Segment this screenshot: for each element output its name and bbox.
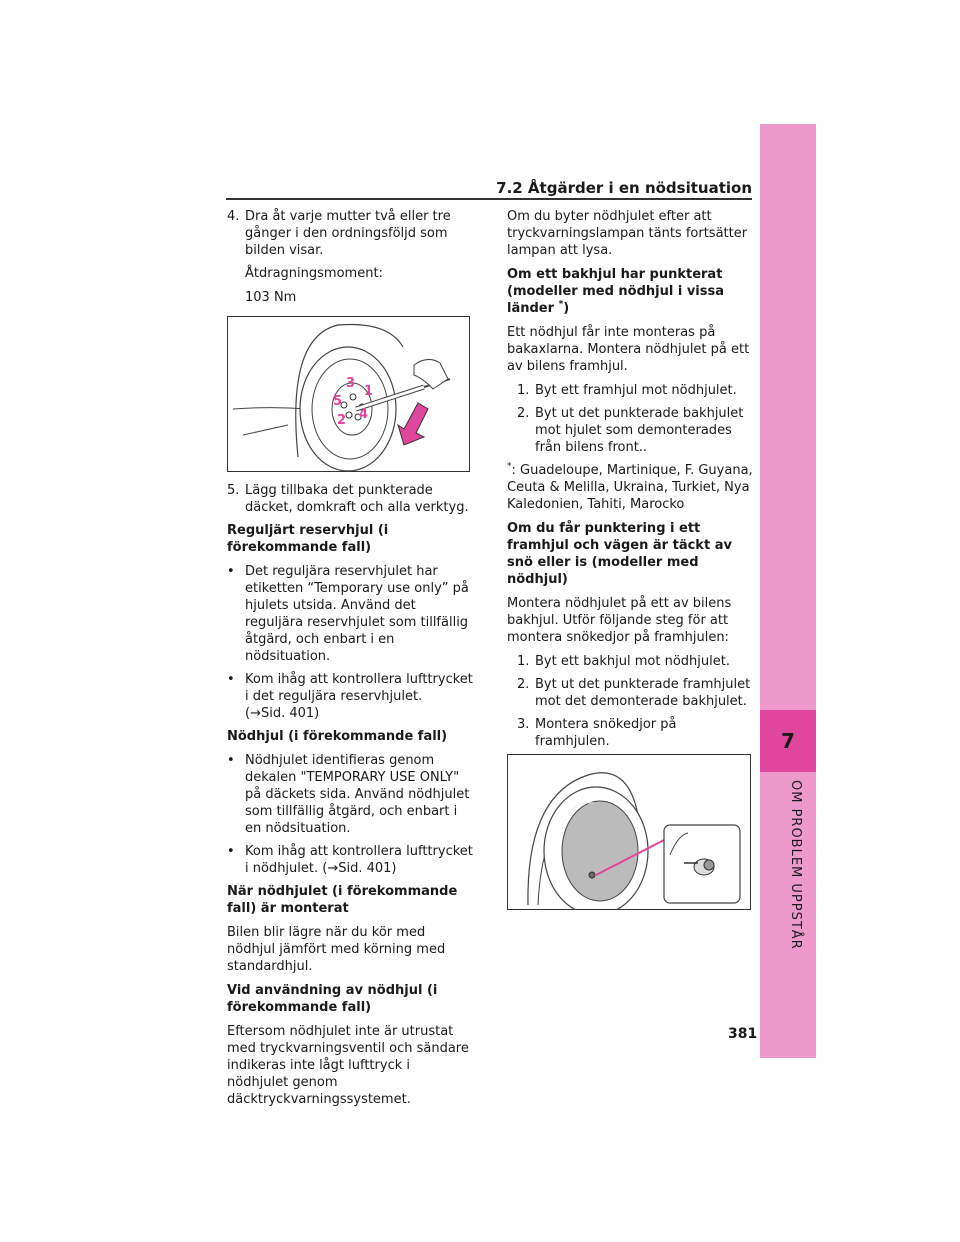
step-text: Lägg tillbaka det punkterade däcket, domkraft och alla verktyg. [245, 483, 469, 515]
text-spare-mounted: Bilen blir lägre när du kör med nödhjul jämfört med körning med standardhjul. [227, 925, 446, 974]
text-rear-puncture: Ett nödhjul får inte monteras på bakaxlarna. Montera nödhjulet på ett av bilens framhjul. [507, 325, 750, 374]
step-number: 4. [227, 209, 240, 224]
left-column-lower [227, 482, 473, 1115]
figure-label-2: 2 [337, 413, 347, 428]
wheel-cover-illustration [508, 755, 750, 909]
bullet-text: Kom ihåg att kontrollera lufttrycket i nödhjulet. (→Sid. 401) [245, 844, 473, 876]
figure-label-5: 5 [333, 394, 343, 409]
chapter-title: OM PROBLEM UPPSTÅR [788, 780, 803, 950]
front-step-2 [517, 676, 753, 710]
heading-text: Om ett bakhjul har punkterat (modeller med nödhjul i vissa länder [507, 267, 725, 316]
step-text: Byt ut det punkterade bakhjulet mot hjulet som demonterades från bilens front.. [535, 406, 744, 455]
heading-regular-spare: Reguljärt reservhjul (i förekommande fall) [227, 523, 389, 555]
torque-label: Åtdragningsmoment: [245, 266, 383, 281]
wheel-cover-figure [507, 754, 751, 910]
step-4 [227, 208, 473, 259]
step-text: Dra åt varje mutter två eller tre gånger i den ordningsföljd som bilden visar. [245, 209, 451, 258]
bullet-spare-2: • Kom ihåg att kontrollera lufttrycket i nödhjulet. (→Sid. 401) [227, 844, 473, 876]
page-reference[interactable]: (→Sid. 401) [245, 706, 320, 721]
right-column [507, 208, 753, 838]
bullet-spare-1: • Nödhjulet identifieras genom dekalen "TEMPORARY USE ONLY" på däckets sida. Använd nödhjulet som tillfällig åtgärd, och enbart i en nödsituation. [227, 753, 470, 836]
heading-using-spare: Vid användning av nödhjul (i förekommande fall) [227, 983, 438, 1015]
chapter-number: 7 [760, 710, 816, 772]
figure-label-4: 4 [359, 407, 369, 422]
footnote-text: : Guadeloupe, Martinique, F. Guyana, Ceuta & Melilla, Ukraina, Turkiet, Nya Kaledonien, Tahiti, Marocko [507, 463, 753, 512]
left-column [227, 208, 473, 333]
figure-label-1: 1 [364, 384, 374, 399]
rear-step-2 [517, 405, 753, 456]
rear-step-1 [517, 382, 753, 399]
step-text: Byt ut det punkterade framhjulet mot det demonterade bakhjulet. [535, 677, 751, 709]
header-rule [226, 198, 752, 200]
footnote-marker: * [558, 299, 564, 310]
front-step-3 [517, 716, 753, 750]
heading-spare-mounted: När nödhjulet (i förekommande fall) är monterat [227, 884, 458, 916]
bullet-text: Kom ihåg att kontrollera lufttrycket i det reguljära reservhjulet. [245, 672, 473, 704]
heading-temporary-spare: Nödhjul (i förekommande fall) [227, 729, 448, 744]
bullet-regular-1: • Det reguljära reservhjulet har etiketten “Temporary use only” på hjulets utsida. Använd det reguljära reservhjulet som tillfällig åtgärd, och enbart i en nödsituation. [227, 564, 469, 664]
heading-rear-puncture [507, 266, 753, 317]
text-using-spare: Eftersom nödhjulet inte är utrustat med tryckvarningsventil och sändare indikeras inte lågt lufttryck i nödhjulet genom däcktryckvarningssystemet. [227, 1024, 469, 1107]
front-step-1 [517, 653, 753, 670]
text-front-puncture: Montera nödhjulet på ett av bilens bakhjul. Utför följande steg för att montera snökedjor på framhjulen: [507, 596, 732, 645]
figure-label-3: 3 [346, 376, 356, 391]
step-5 [227, 482, 473, 516]
footnote [507, 462, 753, 513]
bullet-text: Det reguljära reservhjulet har etiketten “Temporary use only” på hjulets utsida. Använd det reguljära reservhjulet som tillfällig åtgärd, och enbart i en nödsituation. [245, 564, 469, 664]
step-text: Byt ett framhjul mot nödhjulet. [535, 383, 737, 398]
page-number: 381 [728, 1026, 758, 1042]
footnote-marker: * [507, 461, 512, 472]
heading-front-puncture: Om du får punktering i ett framhjul och vägen är täckt av snö eller is (modeller med nödhjul) [507, 521, 732, 587]
step-number: 1. [517, 383, 530, 398]
step-number: 3. [517, 717, 530, 732]
step-number: 1. [517, 654, 530, 669]
text-change-spare: Om du byter nödhjulet efter att tryckvarningslampan tänts fortsätter lampan att lysa. [507, 209, 748, 258]
bullet-regular-2: • Kom ihåg att kontrollera lufttrycket i det reguljära reservhjulet. (→Sid. 401) [227, 672, 473, 721]
lug-nut-figure [227, 316, 470, 472]
bullet-text: Nödhjulet identifieras genom dekalen "TEMPORARY USE ONLY" på däckets sida. Använd nödhjulet som tillfällig åtgärd, och enbart i en nödsituation. [245, 753, 470, 836]
step-text: Byt ett bakhjul mot nödhjulet. [535, 654, 730, 669]
wheel-wrench-illustration [228, 317, 469, 471]
heading-end: ) [563, 301, 570, 316]
step-number: 2. [517, 677, 530, 692]
step-text: Montera snökedjor på framhjulen. [535, 717, 677, 749]
torque-value: 103 Nm [245, 290, 297, 305]
section-header-title: 7.2 Åtgärder i en nödsituation [496, 179, 752, 197]
step-number: 5. [227, 483, 240, 498]
step-number: 2. [517, 406, 530, 421]
